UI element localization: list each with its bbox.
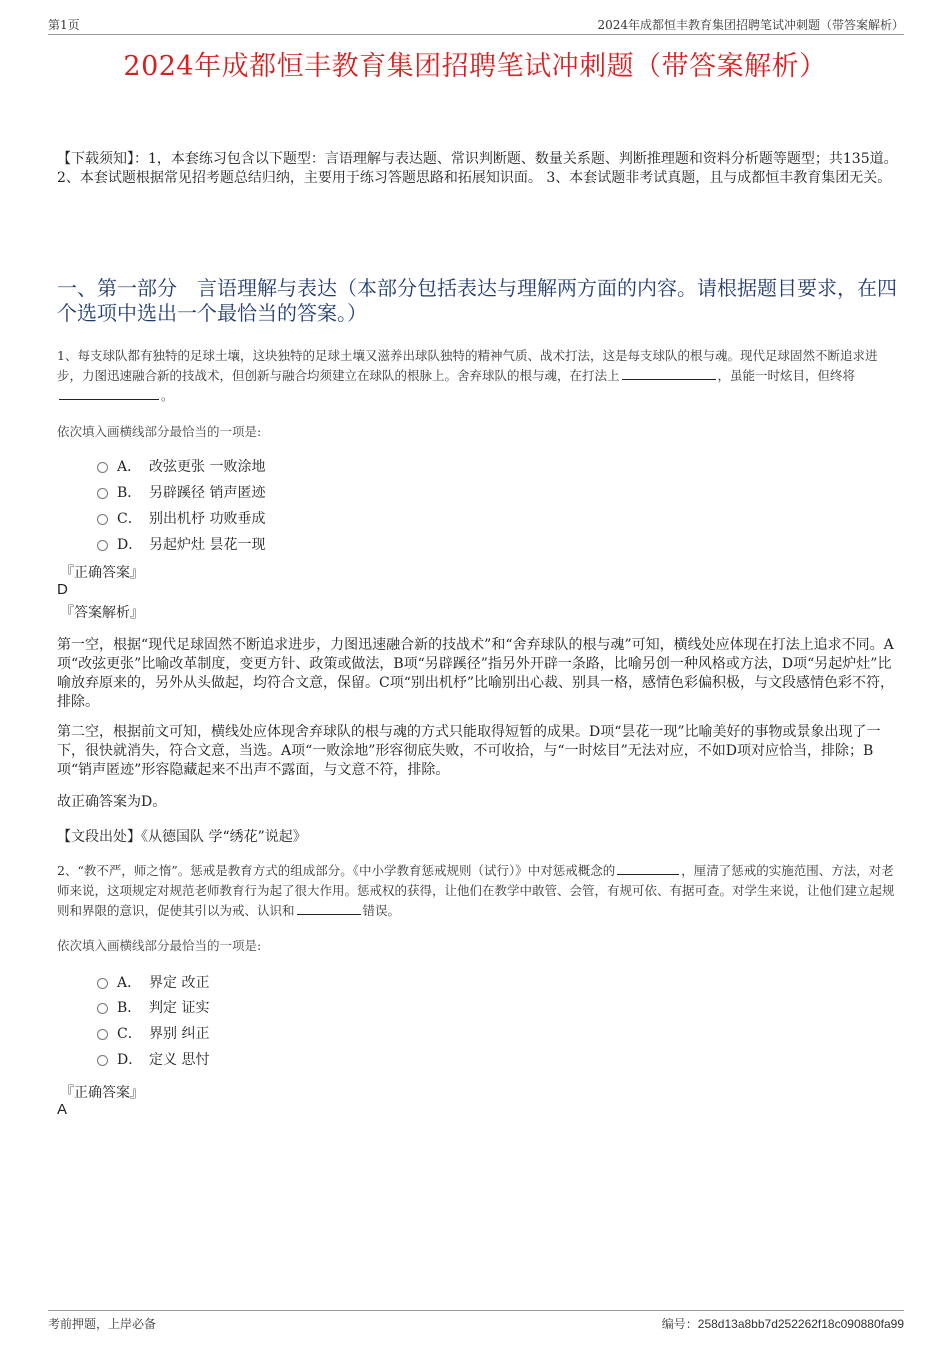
option-text: 界定 改正 [149, 975, 210, 991]
question-2-text-b: ，厘清了惩戒的实施范围、方法，对老师来说，这项规定对规范老师教育行为起了很大作用。惩戒权的获得，让他们在教学中敢管、会管，有规可依、有据可查。对学生来说，让他们建立起规则和界限的意识，促使其引以为戒、认识和 [57, 863, 895, 918]
radio-icon[interactable] [97, 978, 108, 989]
radio-icon[interactable] [97, 1029, 108, 1040]
q1-answer: D [57, 581, 68, 598]
q1-option-b[interactable] [97, 482, 265, 502]
option-letter: B． [117, 485, 142, 501]
code-label: 编号： [661, 1317, 698, 1331]
option-letter: A． [117, 975, 142, 991]
option-text: 另辟蹊径 销声匿迹 [149, 485, 266, 501]
radio-icon[interactable] [97, 462, 108, 473]
option-letter: D． [117, 1052, 143, 1068]
radio-icon[interactable] [97, 1055, 108, 1066]
q2-option-a[interactable] [97, 972, 209, 992]
question-2-instruction: 依次填入画横线部分最恰当的一项是: [57, 938, 262, 953]
q1-option-a[interactable] [97, 456, 265, 476]
option-letter: D． [117, 537, 143, 553]
option-letter: A． [117, 459, 142, 475]
page-footer [48, 1310, 904, 1335]
blank-1 [617, 861, 679, 875]
option-letter: B． [117, 1000, 142, 1016]
radio-icon[interactable] [97, 1003, 108, 1014]
question-2-text-a: 2、“教不严，师之惰”。惩戒是教育方式的组成部分。《中小学教育惩戒规则（试行）》中对惩戒概念的 [57, 863, 616, 878]
section-heading: 一、第一部分 言语理解与表达（本部分包括表达与理解两方面的内容。请根据题目要求，在四个选项中选出一个最恰当的答案。） [57, 276, 897, 325]
q2-answer: A [57, 1101, 68, 1118]
document-code [662, 1315, 904, 1332]
page-header [48, 14, 904, 35]
download-notice: 【下载须知】：1，本套练习包含以下题型：言语理解与表达题、常识判断题、数量关系题、判断推理题和资料分析题等题型；共135道。 2、本套试题根据常见招考题总结归纳，主要用于练习答题思路和拓展知识面。 3、本套试题非考试真题，且与成都恒丰教育集团无关。 [57, 151, 898, 186]
option-text: 判定 证实 [149, 1000, 210, 1016]
q2-option-d[interactable] [97, 1049, 209, 1069]
blank-1 [622, 366, 716, 380]
running-title: 2024年成都恒丰教育集团招聘笔试冲刺题（带答案解析） [597, 18, 904, 32]
q1-option-d[interactable] [97, 534, 265, 554]
blank-2 [297, 901, 361, 915]
q1-analysis-paragraph-2: 第二空，根据前文可知，横线处应体现舍弃球队的根与魂的方式只能取得短暂的成果。D项“昙花一现”比喻美好的事物或景象出现了一下，很快就消失，符合文意，当选。A项“一败涂地”形容彻底失败，不可收拾，与“一时炫目”无法对应，不如D项对应恰当，排除；B项“销声匿迹”形容隐藏起来不出声不露面，与文意不符，排除。 [57, 724, 881, 778]
page-number: 第1页 [48, 18, 80, 32]
option-letter: C． [117, 511, 142, 527]
option-text: 别出机杼 功败垂成 [149, 511, 266, 527]
footer-slogan: 考前押题，上岸必备 [48, 1317, 157, 1331]
q2-option-b[interactable] [97, 997, 209, 1017]
q1-answer-label: 『正确答案』 [60, 565, 144, 581]
question-1-instruction: 依次填入画横线部分最恰当的一项是: [57, 424, 262, 439]
radio-icon[interactable] [97, 540, 108, 551]
option-letter: C． [117, 1026, 142, 1042]
question-1-text-c: 。 [161, 388, 174, 403]
option-text: 另起炉灶 昙花一现 [149, 537, 266, 553]
q2-option-c[interactable] [97, 1023, 209, 1043]
option-text: 定义 思忖 [149, 1052, 210, 1068]
option-text: 界别 纠正 [149, 1026, 210, 1042]
q2-answer-label: 『正确答案』 [60, 1085, 144, 1101]
radio-icon[interactable] [97, 488, 108, 499]
q1-analysis-paragraph-1: 第一空，根据“现代足球固然不断追求进步，力图迅速融合新的技战术”和“舍弃球队的根与魂”可知，横线处应体现在打法上追求不同。A项“改弦更张”比喻改革制度，变更方针、政策或做法，B项“另辟蹊径”指另外开辟一条路，比喻另创一种风格或方法，D项“另起炉灶”比喻放弃原来的，另外从头做起，均符合文意，保留。C项“别出机杼”比喻别出心裁、别具一格，感情色彩偏积极，与文段感情色彩不符，排除。 [57, 637, 895, 710]
question-1-text [57, 346, 898, 406]
option-text: 改弦更张 一败涂地 [149, 459, 266, 475]
q1-analysis-label: 『答案解析』 [60, 605, 144, 621]
radio-icon[interactable] [97, 514, 108, 525]
blank-2 [59, 386, 159, 400]
code-value: 258d13a8bb7d252262f18c090880fa99 [697, 1317, 904, 1331]
q1-source: 【文段出处】《从德国队 学“绣花”说起》 [57, 829, 307, 845]
question-1-text-b: ，虽能一时炫目，但终将 [717, 368, 856, 383]
question-2-text [57, 861, 898, 921]
question-1-text-a: 1、每支球队都有独特的足球土壤，这块独特的足球土壤又滋养出球队独特的精神气质、战术打法，这是每支球队的根与魂。现代足球固然不断追求进步，力图迅速融合新的技战术，但创新与融合均须建立在球队的根脉上。舍弃球队的根与魂，在打法上 [57, 348, 878, 383]
document-title: 2024年成都恒丰教育集团招聘笔试冲刺题（带答案解析） [123, 51, 827, 82]
q1-option-c[interactable] [97, 508, 265, 528]
question-2-text-c: 错误。 [362, 903, 401, 918]
q1-conclusion: 故正确答案为D。 [57, 794, 167, 810]
